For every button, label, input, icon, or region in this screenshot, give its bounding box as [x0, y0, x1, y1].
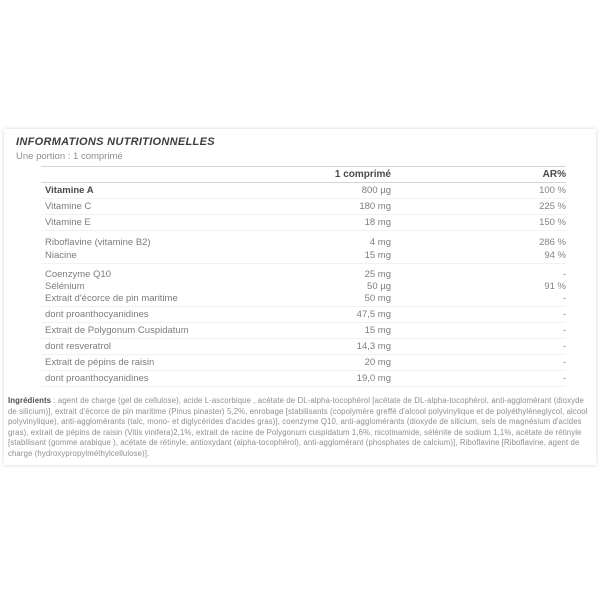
nutrient-ar-percent: - — [391, 323, 566, 339]
column-header-ar: AR% — [391, 167, 566, 183]
table-row — [41, 249, 566, 264]
column-header-nutrient — [41, 167, 231, 183]
nutrient-name: Extrait de pépins de raisin — [41, 355, 231, 371]
nutrition-table — [41, 166, 566, 387]
table-row — [41, 183, 566, 199]
nutrient-name: Extrait d'écorce de pin maritime — [41, 292, 231, 307]
panel-header — [16, 136, 596, 162]
nutrient-amount: 4 mg — [369, 237, 391, 248]
nutrient-ar-percent: - — [391, 371, 566, 387]
column-header-amount: 1 comprimé — [231, 167, 391, 183]
nutrient-amount: 15 mg — [231, 249, 391, 264]
nutrient-ar-percent: 150 % — [391, 215, 566, 231]
nutrient-name: Riboflavine (vitamine B2) — [45, 237, 151, 248]
nutrient-amount: 180 mg — [231, 199, 391, 215]
nutrient-name: Vitamine A — [41, 183, 231, 199]
table-row — [41, 371, 566, 387]
nutrient-ar-percent: 94 % — [391, 249, 566, 264]
table-row — [41, 339, 566, 355]
table-row — [41, 281, 566, 292]
nutrition-table-header — [41, 167, 566, 183]
table-row — [41, 355, 566, 371]
ingredients-label: Ingrédients — [8, 396, 52, 405]
panel-title: INFORMATIONS NUTRITIONNELLES — [16, 136, 215, 148]
nutrient-name: Niacine — [41, 249, 231, 264]
nutrient-name: Extrait de Polygonum Cuspidatum — [41, 323, 231, 339]
nutrient-ar-percent: - — [562, 269, 566, 280]
table-row — [41, 231, 566, 250]
nutrient-name: Vitamine E — [41, 215, 231, 231]
table-row — [41, 292, 566, 307]
nutrient-name: Vitamine C — [41, 199, 231, 215]
nutrient-ar-percent: 225 % — [391, 199, 566, 215]
nutrient-ar-percent: 91 % — [544, 281, 566, 292]
ingredients-paragraph — [8, 396, 588, 459]
nutrient-amount: 14,3 mg — [231, 339, 391, 355]
nutrient-amount: 50 mg — [231, 292, 391, 307]
nutrient-name: dont resveratrol — [41, 339, 231, 355]
nutrient-ar-percent: - — [391, 307, 566, 323]
nutrient-ar-percent: 286 % — [539, 237, 566, 248]
nutrient-amount: 20 mg — [231, 355, 391, 371]
nutrient-amount: 800 µg — [231, 183, 391, 199]
table-row — [41, 215, 566, 231]
nutrient-name: Sélénium — [45, 281, 85, 292]
nutrient-ar-percent: 100 % — [391, 183, 566, 199]
table-row — [41, 323, 566, 339]
table-row — [41, 264, 566, 282]
nutrient-amount: 19,0 mg — [231, 371, 391, 387]
table-row — [41, 199, 566, 215]
nutrient-ar-percent: - — [391, 355, 566, 371]
nutrient-amount: 15 mg — [231, 323, 391, 339]
nutrient-amount: 25 mg — [364, 269, 391, 280]
nutrition-table-body — [41, 183, 566, 387]
nutrient-name: Coenzyme Q10 — [45, 269, 112, 280]
serving-size-text: Une portion : 1 comprimé — [16, 151, 123, 162]
nutrient-ar-percent: - — [391, 292, 566, 307]
table-row — [41, 307, 566, 323]
nutrient-name: dont proanthocyanidines — [41, 307, 231, 323]
nutrient-name: dont proanthocyanidines — [41, 371, 231, 387]
nutrition-panel — [4, 129, 596, 465]
nutrient-amount: 18 mg — [231, 215, 391, 231]
nutrient-amount: 47,5 mg — [231, 307, 391, 323]
nutrient-amount: 50 µg — [367, 281, 391, 292]
ingredients-text: : agent de charge (gel de cellulose), acide L-ascorbique , acétate de DL-alpha-tocophérol [acétate de DL-alpha-tocophérol, anti-agglomérant (dioxyde de silicium)], extrait d'écorce de pin maritime (Pinus pinaster) 5,2%, enrobage [stabilisants (copolymère greffé d'alcool polyvinylique et de polyéthylèneglycol, alcool polyvinylique), anti-agglomérants (talc, mono- et diglycérides d'acides gras)], coenzyme Q10, anti-agglomérants (dioxyde de silicium, sels de magnésium d'acides gras), extrait de pépins de raisin (Vitis vinifera)2,1%, extrait de racine de Polygonum cuspidatum 1,6%, nicotinamide, sélénite de sodium 1,1%, acétate de rétinyle [stabilisant (gomme arabique ), acétate de rétinyle, antioxydant (alpha-tocophérol), anti-agglomérant (phosphates de calcium)], Riboflavine [Riboflavine, agent de charge (hydroxypropylméthylcellulose)]. — [8, 396, 588, 458]
nutrient-ar-percent: - — [391, 339, 566, 355]
